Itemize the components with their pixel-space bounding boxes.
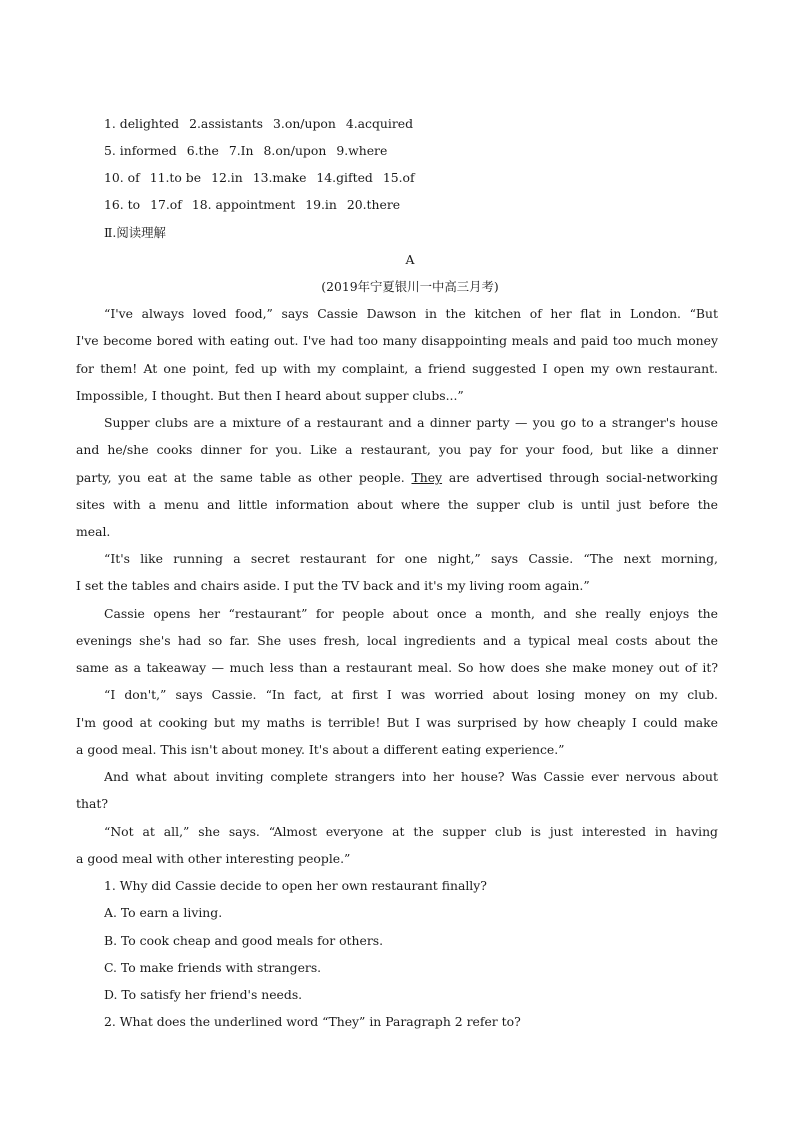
option-c: C. To make friends with strangers. (104, 960, 322, 975)
question-2: 2. What does the underlined word “They” in Paragraph 2 refer to? (104, 1014, 521, 1029)
answer-item: 19.in (305, 197, 337, 212)
answer-row-4 (104, 197, 718, 213)
answer-item: 1. delighted (104, 116, 180, 131)
answer-item: 13.make (252, 170, 307, 185)
answer-row-2 (104, 143, 718, 159)
option-b: B. To cook cheap and good meals for others. (104, 933, 384, 948)
answer-item: 4.acquired (345, 116, 414, 131)
question-1: 1. Why did Cassie decide to open her own restaurant finally? (104, 878, 487, 893)
answer-item: 8.on/upon (263, 143, 327, 158)
answer-item: 16. to (104, 197, 141, 212)
text-fragment: are advertised through social-networking (448, 470, 718, 485)
answer-item: 17.of (150, 197, 182, 212)
answer-item: 10. of (104, 170, 140, 185)
passage-line: for them! At one point, fed up with my complaint, a friend suggested I open my own restaurant. (76, 361, 718, 376)
passage-line: a good meal with other interesting people.” (76, 851, 351, 866)
answer-item: 7.In (228, 143, 254, 158)
option-a: A. To earn a living. (104, 905, 223, 920)
passage-line: I set the tables and chairs aside. I put the TV back and it's my living room again.” (76, 578, 590, 593)
passage-line: sites with a menu and little information about where the supper club is until just before the (76, 497, 718, 512)
answer-item: 5. informed (104, 143, 177, 158)
passage-line: that? (76, 796, 108, 811)
passage-line: same as a takeaway — much less than a restaurant meal. So how does she make money out of it? (76, 660, 718, 675)
underlined-word: They (411, 470, 443, 485)
passage-line: a good meal. This isn't about money. It's about a different eating experience.” (76, 742, 565, 757)
passage-line-with-underline (76, 470, 718, 486)
answer-item: 14.gifted (316, 170, 373, 185)
passage-line: “I've always loved food,” says Cassie Dawson in the kitchen of her flat in London. “But (104, 306, 718, 321)
answer-item: 20.there (346, 197, 401, 212)
passage-line: “I don't,” says Cassie. “In fact, at first I was worried about losing money on my club. (104, 687, 718, 702)
answer-row-1 (104, 116, 718, 132)
section-heading: Ⅱ.阅读理解 (104, 225, 166, 240)
text-fragment: party, you eat at the same table as other people. (76, 470, 405, 485)
answer-item: 3.on/upon (273, 116, 336, 131)
answer-row-3 (104, 170, 718, 186)
answer-item: 6.the (186, 143, 219, 158)
source-note: (2019年宁夏银川一中高三月考) (321, 279, 499, 294)
passage-line: Impossible, I thought. But then I heard about supper clubs...” (76, 388, 464, 403)
passage-line: Cassie opens her “restaurant” for people about once a month, and she really enjoys the (104, 606, 718, 621)
answer-item: 2.assistants (189, 116, 264, 131)
passage-line: “It's like running a secret restaurant for one night,” says Cassie. “The next morning, (104, 551, 718, 566)
part-label: A (405, 252, 415, 267)
option-d: D. To satisfy her friend's needs. (104, 987, 303, 1002)
passage-line: evenings she's had so far. She uses fresh, local ingredients and a typical meal costs about the (76, 633, 718, 648)
answer-item: 15.of (382, 170, 415, 185)
passage-line: “Not at all,” she says. “Almost everyone at the supper club is just interested in having (104, 824, 718, 839)
passage-line: And what about inviting complete strangers into her house? Was Cassie ever nervous about (104, 769, 718, 784)
passage-line: I'm good at cooking but my maths is terrible! But I was surprised by how cheaply I could make (76, 715, 718, 730)
answer-item: 12.in (211, 170, 243, 185)
answer-item: 9.where (336, 143, 388, 158)
answer-item: 18. appointment (191, 197, 296, 212)
passage-line: meal. (76, 524, 111, 539)
answer-item: 11.to be (149, 170, 202, 185)
passage-line: Supper clubs are a mixture of a restaurant and a dinner party — you go to a stranger's house (104, 415, 718, 430)
passage-line: and he/she cooks dinner for you. Like a restaurant, you pay for your food, but like a dinner (76, 442, 718, 457)
passage-line: I've become bored with eating out. I've had too many disappointing meals and paid too much money (76, 333, 718, 348)
